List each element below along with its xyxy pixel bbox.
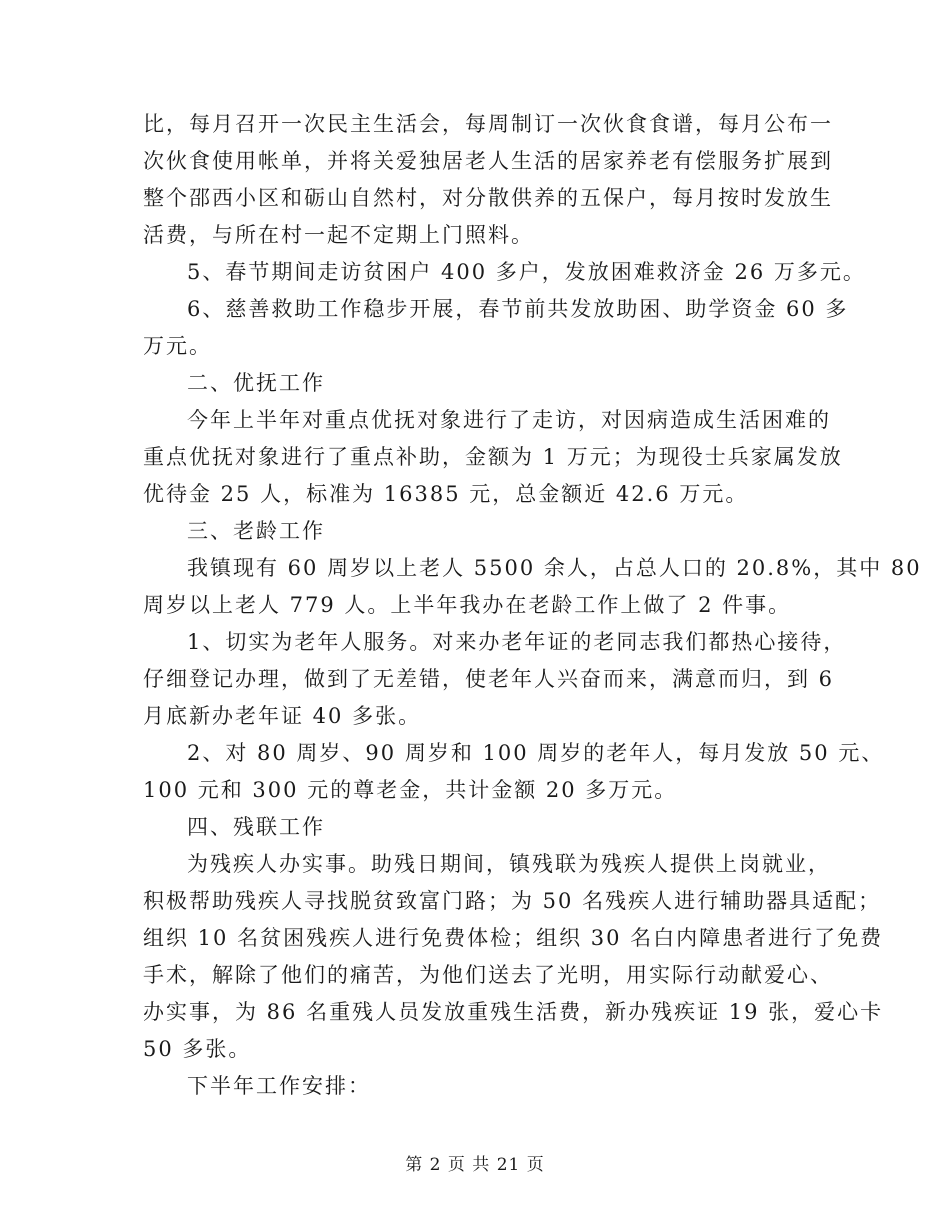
text-line: 二、优抚工作 [187, 371, 325, 395]
text-line: 整个邵西小区和砺山自然村，对分散供养的五保户，每月按时发放生 [143, 186, 833, 210]
page-footer: 第 2 页 共 21 页 [405, 1155, 545, 1175]
text-line: 今年上半年对重点优抚对象进行了走访，对因病造成生活困难的 [187, 408, 831, 432]
text-line: 6、慈善救助工作稳步开展，春节前共发放助困、助学资金 60 多 [187, 297, 849, 321]
document-body [143, 106, 922, 1105]
text-line: 优待金 25 人，标准为 16385 元，总金额近 42.6 万元。 [143, 482, 749, 506]
text-line: 100 元和 300 元的尊老金，共计金额 20 多万元。 [143, 778, 678, 802]
text-line: 四、残联工作 [187, 815, 325, 839]
text-line: 办实事，为 86 名重残人员发放重残生活费，新办残疾证 19 张，爱心卡 [143, 1000, 884, 1024]
text-line: 活费，与所在村一起不定期上门照料。 [143, 223, 534, 247]
text-line: 我镇现有 60 周岁以上老人 5500 余人，占总人口的 20.8%，其中 80 [187, 556, 922, 580]
text-line: 50 多张。 [143, 1037, 252, 1061]
text-line: 重点优抚对象进行了重点补助，金额为 1 万元；为现役士兵家属发放 [143, 445, 843, 469]
text-line: 万元。 [143, 334, 212, 358]
text-line: 5、春节期间走访贫困户 400 多户，发放困难救济金 26 万多元。 [187, 260, 866, 284]
text-line: 下半年工作安排： [187, 1074, 371, 1098]
text-line: 月底新办老年证 40 多张。 [143, 704, 422, 728]
text-line: 1、切实为老年人服务。对来办老年证的老同志我们都热心接待， [187, 630, 847, 654]
text-line: 三、老龄工作 [187, 519, 325, 543]
text-line: 手术，解除了他们的痛苦，为他们送去了光明，用实际行动献爱心、 [143, 963, 833, 987]
text-line: 次伙食使用帐单，并将关爱独居老人生活的居家养老有偿服务扩展到 [143, 149, 833, 173]
text-line: 周岁以上老人 779 人。上半年我办在老龄工作上做了 2 件事。 [143, 593, 792, 617]
text-line: 比，每月召开一次民主生活会，每周制订一次伙食食谱，每月公布一 [143, 112, 833, 136]
text-line: 积极帮助残疾人寻找脱贫致富门路；为 50 名残疾人进行辅助器具适配； [143, 889, 882, 913]
text-line: 仔细登记办理，做到了无差错，使老年人兴奋而来，满意而归，到 6 [143, 667, 835, 691]
text-line: 为残疾人办实事。助残日期间，镇残联为残疾人提供上岗就业， [187, 852, 831, 876]
text-line: 2、对 80 周岁、90 周岁和 100 周岁的老年人，每月发放 50 元、 [187, 741, 885, 765]
text-line: 组织 10 名贫困残疾人进行免费体检；组织 30 名白内障患者进行了免费 [143, 926, 884, 950]
